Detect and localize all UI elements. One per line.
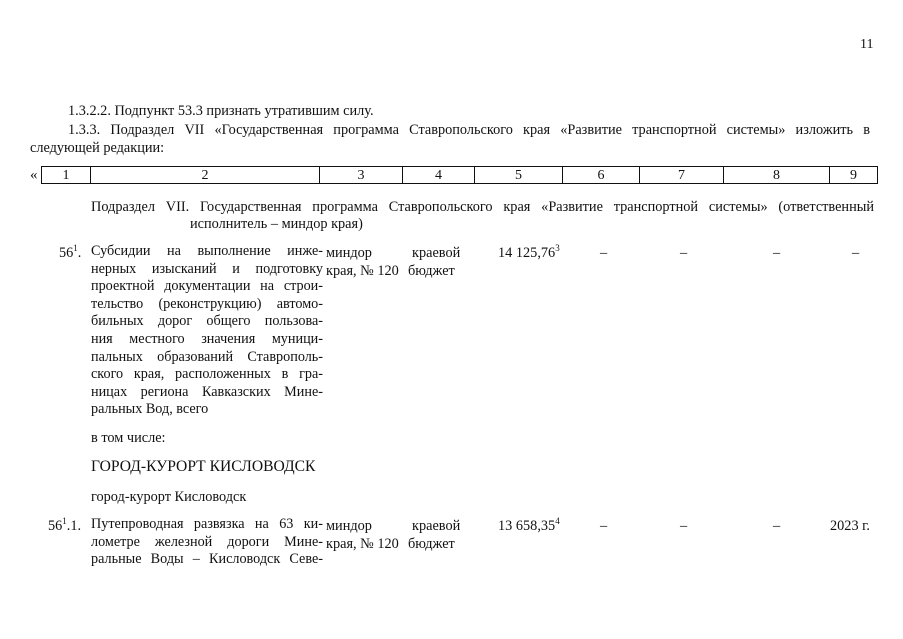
header-col-4: 4: [402, 166, 475, 184]
description-line: лометре железной дороги Мине-: [91, 533, 323, 550]
row-2-source-line-2: бюджет: [408, 536, 455, 552]
description-line: ницах региона Кавказских Мине-: [91, 383, 323, 400]
description-line: ского края, расположенных в гра-: [91, 366, 323, 383]
row-1-number: $56^1$.: [59, 243, 82, 261]
subsection-title-line-2: исполнитель – миндор края): [190, 216, 363, 232]
description-line: нерных изысканий и подготовку: [91, 260, 323, 277]
description-line: ральных Вод, всего: [91, 401, 209, 418]
paragraph-1-3-2-2: 1.3.2.2. Подпункт 53.3 признать утратившим силу.: [68, 103, 374, 119]
row-2-number: $56^1.1$.: [48, 516, 82, 534]
header-col-2: 2: [90, 166, 320, 184]
including-label: в том числе:: [91, 430, 166, 446]
description-line: пальных образований Ставрополь-: [91, 348, 323, 365]
header-col-3: 3: [319, 166, 403, 184]
row-1-source-line-2: бюджет: [408, 263, 455, 279]
description-line: Путепроводная развязка на 63 ки-: [91, 516, 323, 532]
paragraph-1-3-3-continuation: следующей редакции:: [30, 140, 165, 156]
city-heading-caps: ГОРОД-КУРОРТ КИСЛОВОДСК: [91, 458, 316, 475]
city-heading: город-курорт Кисловодск: [91, 489, 247, 505]
description-line: Субсидии на выполнение инже-: [91, 243, 323, 259]
description-line: проектной документации на строи-: [91, 278, 323, 295]
row-1-executor-line-2: края, № 120: [326, 263, 399, 279]
row-2-source-line-1: краевой: [412, 518, 461, 534]
description-line: бильных дорог общего пользова-: [91, 313, 323, 330]
row-2-col-9: 2023 г.: [830, 518, 870, 534]
row-1-col-6: –: [600, 245, 608, 261]
description-line: тельство (реконструкцию) автомо-: [91, 295, 323, 312]
header-col-8: 8: [723, 166, 830, 184]
row-2-col-8: –: [773, 518, 781, 534]
table-header-row: [30, 166, 878, 186]
paragraph-1-3-3: 1.3.3. Подраздел VII «Государственная программа Ставропольского края «Развитие транспортной системы» изложить в: [68, 122, 870, 138]
header-col-9: 9: [829, 166, 878, 184]
header-col-6: 6: [562, 166, 640, 184]
row-2-amount: 13 658,35$^4$: [498, 516, 560, 534]
description-line: ральные Воды – Кисловодск Севе-: [91, 551, 323, 568]
row-1-col-7: –: [680, 245, 688, 261]
description-line: ния местного значения муници-: [91, 330, 323, 347]
row-1-executor-line-1: миндор: [326, 245, 372, 261]
header-col-5: 5: [474, 166, 563, 184]
row-2-description: [91, 516, 323, 569]
row-1-col-8: –: [773, 245, 781, 261]
row-2-executor-line-1: миндор: [326, 518, 372, 534]
row-2-col-7: –: [680, 518, 688, 534]
row-2-executor-line-2: края, № 120: [326, 536, 399, 552]
row-1-description: [91, 243, 323, 419]
header-col-1: 1: [41, 166, 91, 184]
row-1-source-line-1: краевой: [412, 245, 461, 261]
page-number: 11: [860, 37, 874, 52]
opening-quote: «: [30, 167, 38, 183]
header-col-7: 7: [639, 166, 724, 184]
subsection-title-line-1: Подраздел VII. Государственная программа Ставропольского края «Развитие транспортной системы» (ответственный: [91, 199, 874, 215]
row-2-col-6: –: [600, 518, 608, 534]
row-1-col-9: –: [852, 245, 860, 261]
row-1-amount: 14 125,76$^3$: [498, 243, 560, 261]
